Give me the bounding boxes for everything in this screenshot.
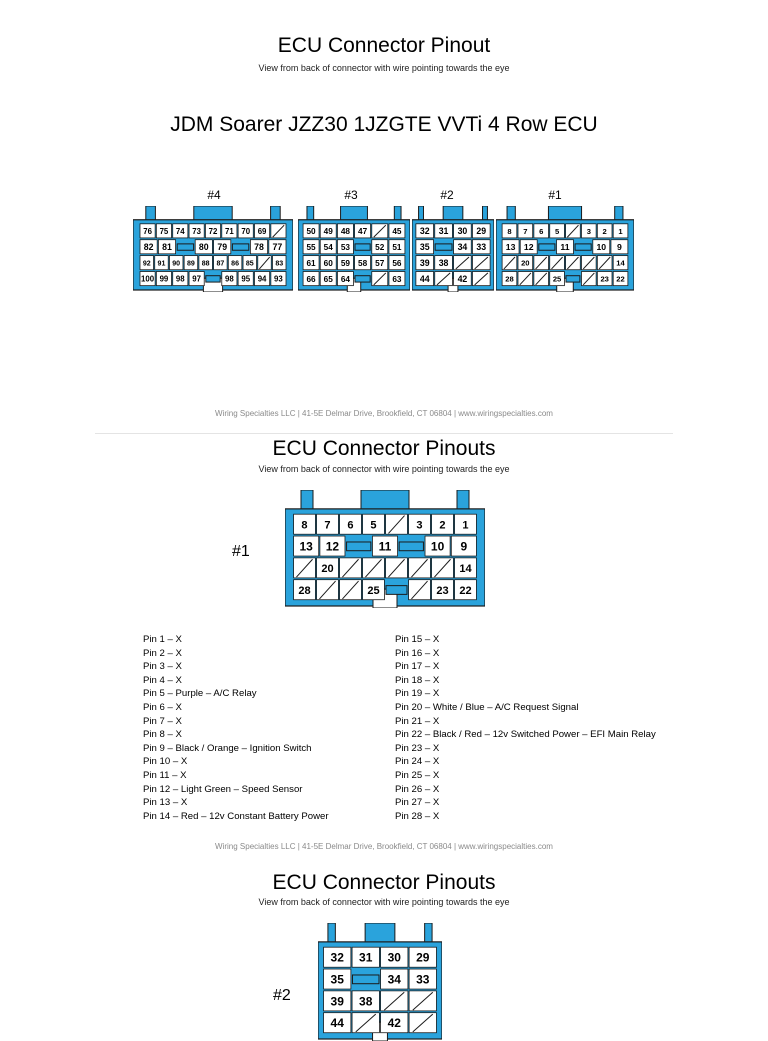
connector-label-1: #1 xyxy=(232,543,250,560)
connector-key-slot xyxy=(352,975,379,984)
pin-number: 23 xyxy=(600,274,609,284)
connector-key-slot xyxy=(355,244,370,250)
pin-number: 9 xyxy=(616,242,622,253)
pin-number: 2 xyxy=(602,226,607,236)
pin-number: 5 xyxy=(370,519,377,532)
connector-1-diagram xyxy=(496,206,634,292)
pin-number: 73 xyxy=(192,226,202,236)
connector-key-slot xyxy=(347,542,371,551)
pin-entry: Pin 1 – X xyxy=(143,634,182,645)
pin-number: 32 xyxy=(419,226,430,237)
pin-number: 38 xyxy=(359,994,373,1009)
pin-entry: Pin 7 – X xyxy=(143,715,182,727)
pin-number: 97 xyxy=(192,274,202,284)
connector-key-slot xyxy=(566,276,580,282)
pin-number: 22 xyxy=(459,584,472,597)
ecu-model-title: JDM Soarer JZZ30 1JZGTE VVTi 4 Row ECU xyxy=(170,113,598,136)
pin-list-left xyxy=(143,633,329,823)
pin-entry: Pin 18 – X xyxy=(395,674,440,686)
connector-key-slot xyxy=(232,244,248,250)
pin-number: 8 xyxy=(507,226,512,236)
connector-key-slot xyxy=(575,244,591,250)
pin-number: 33 xyxy=(476,242,487,253)
pin-entry: Pin 13 – X xyxy=(143,797,188,809)
footer: Wiring Specialties LLC | 41-5E Delmar Drive, Brookfield, CT 06804 | www.wiringspecialties.com xyxy=(215,842,553,851)
pin-number: 64 xyxy=(340,274,350,284)
pin-number: 98 xyxy=(224,274,234,284)
pin-number: 98 xyxy=(175,274,185,284)
pin-number: 12 xyxy=(325,539,340,554)
pin-number: 92 xyxy=(142,260,151,268)
pin-number: 47 xyxy=(358,227,368,237)
pin-number: 48 xyxy=(340,227,350,237)
pin-number: 59 xyxy=(340,258,350,268)
pin-number: 76 xyxy=(143,226,152,236)
pin-entry: Pin 2 – X xyxy=(143,647,182,659)
pin-number: 29 xyxy=(416,950,430,965)
connector-1-large-diagram xyxy=(285,490,485,608)
pin-entry: Pin 10 – X xyxy=(143,756,188,768)
pin-number: 91 xyxy=(157,260,166,268)
pin-number: 66 xyxy=(306,274,316,284)
pin-number: 71 xyxy=(224,226,234,236)
pin-number: 8 xyxy=(301,519,308,532)
pin-number: 31 xyxy=(359,950,373,965)
page-title: ECU Connector Pinouts xyxy=(272,871,496,894)
pin-number: 65 xyxy=(323,274,333,284)
pin-entry: Pin 20 – White / Blue – A/C Request Signal xyxy=(395,701,579,713)
pin-number: 54 xyxy=(323,242,333,252)
pin-number: 5 xyxy=(554,226,560,236)
pin-entry: Pin 24 – X xyxy=(395,756,440,768)
pin-number: 99 xyxy=(159,274,169,284)
pin-number: 1 xyxy=(462,519,469,532)
pin-number: 69 xyxy=(257,226,267,236)
pin-number: 25 xyxy=(367,584,380,597)
pin-entry: Pin 28 – X xyxy=(395,810,440,822)
connector-key-slot xyxy=(355,276,370,282)
pin-number: 14 xyxy=(459,563,472,576)
pin-number: 6 xyxy=(539,226,544,236)
pin-number: 42 xyxy=(387,1016,401,1031)
connector-key-slot xyxy=(206,276,220,282)
pin-number: 20 xyxy=(321,563,334,576)
pin-number: 75 xyxy=(159,226,169,236)
pin-number: 9 xyxy=(460,539,468,554)
pin-number: 88 xyxy=(201,260,210,268)
pin-number: 3 xyxy=(416,519,423,532)
pin-number: 34 xyxy=(387,972,401,987)
page-divider xyxy=(95,433,673,434)
pin-number: 31 xyxy=(438,226,449,237)
pin-entry: Pin 21 – X xyxy=(395,715,440,727)
pin-number: 89 xyxy=(186,260,195,268)
page-subtitle: View from back of connector with wire pointing towards the eye xyxy=(258,464,510,474)
pin-number: 94 xyxy=(257,274,267,284)
pin-number: 25 xyxy=(552,274,562,284)
pin-number: 79 xyxy=(217,242,228,253)
connector-key-slot xyxy=(435,244,452,250)
pin-number: 55 xyxy=(306,242,316,252)
pin-number: 86 xyxy=(231,260,240,268)
pin-number: 30 xyxy=(387,950,401,965)
pin-number: 77 xyxy=(272,242,283,253)
pin-number: 83 xyxy=(275,260,284,268)
connector-3-diagram xyxy=(298,206,410,292)
pin-number: 33 xyxy=(416,972,430,987)
pin-number: 78 xyxy=(254,242,264,253)
pin-entry: Pin 12 – Light Green – Speed Sensor xyxy=(143,783,303,795)
pin-number: 95 xyxy=(241,274,251,284)
pin-entry: Pin 19 – X xyxy=(395,688,440,700)
pin-number: 44 xyxy=(419,273,430,284)
pin-entry: Pin 14 – Red – 12v Constant Battery Power xyxy=(143,810,329,822)
pin-number: 35 xyxy=(419,242,430,253)
pin-number: 56 xyxy=(392,258,402,268)
pin-number: 34 xyxy=(457,242,468,253)
pin-number: 28 xyxy=(505,274,514,284)
pin-number: 53 xyxy=(340,242,350,252)
pin-number: 12 xyxy=(523,242,534,253)
pin-number: 81 xyxy=(162,242,172,253)
connector-key-slot xyxy=(386,586,407,595)
pin-number: 35 xyxy=(330,972,344,987)
footer: Wiring Specialties LLC | 41-5E Delmar Drive, Brookfield, CT 06804 | www.wiringspecialties.com xyxy=(215,409,553,418)
pin-number: 72 xyxy=(208,226,218,236)
pin-number: 93 xyxy=(274,274,283,284)
pin-number: 100 xyxy=(141,274,155,284)
pin-number: 30 xyxy=(457,226,468,237)
pin-number: 1 xyxy=(618,226,623,236)
connector-2-large-diagram xyxy=(318,923,442,1041)
pin-entry: Pin 25 – X xyxy=(395,769,440,781)
pin-entry: Pin 17 – X xyxy=(395,661,440,673)
pin-number: 49 xyxy=(323,227,333,237)
connector-label-3: #3 xyxy=(344,188,358,202)
connector-key-slot xyxy=(539,244,555,250)
pin-number: 6 xyxy=(347,519,354,532)
pin-number: 70 xyxy=(241,226,251,236)
pin-number: 63 xyxy=(392,274,402,284)
pin-number: 2 xyxy=(439,519,446,532)
pin-number: 45 xyxy=(392,227,402,237)
pin-number: 10 xyxy=(430,539,445,554)
pin-number: 29 xyxy=(476,226,487,237)
pin-entry: Pin 4 – X xyxy=(143,674,182,686)
connector-label-2: #2 xyxy=(440,188,454,202)
page-title: ECU Connector Pinouts xyxy=(272,437,496,460)
pin-number: 7 xyxy=(324,519,331,532)
connector-label-2: #2 xyxy=(273,987,291,1004)
pin-number: 39 xyxy=(419,258,430,269)
pin-number: 3 xyxy=(586,226,591,236)
pin-number: 28 xyxy=(298,584,311,597)
pin-entry: Pin 9 – Black / Orange – Ignition Switch xyxy=(143,742,312,754)
pin-number: 11 xyxy=(378,539,392,554)
pin-number: 10 xyxy=(596,242,607,253)
page-subtitle: View from back of connector with wire pointing towards the eye xyxy=(258,63,510,73)
pin-number: 90 xyxy=(172,260,181,268)
pin-entry: Pin 3 – X xyxy=(143,661,182,673)
connector-2-diagram xyxy=(412,206,494,292)
pin-entry: Pin 22 – Black / Red – 12v Switched Power – EFI Main Relay xyxy=(395,729,656,741)
connector-4-diagram xyxy=(133,206,293,292)
pin-entry: Pin 5 – Purple – A/C Relay xyxy=(143,688,257,700)
pin-number: 60 xyxy=(323,258,333,268)
pin-number: 42 xyxy=(457,273,468,284)
pin-number: 57 xyxy=(375,258,385,268)
pin-entry: Pin 27 – X xyxy=(395,797,440,809)
pin-number: 44 xyxy=(330,1016,344,1031)
pin-number: 51 xyxy=(392,242,402,252)
pin-number: 50 xyxy=(306,227,316,237)
pin-number: 11 xyxy=(560,242,570,253)
pin-number: 80 xyxy=(198,242,209,253)
pin-number: 13 xyxy=(505,242,516,253)
connector-key-slot xyxy=(399,542,423,551)
pin-entry: Pin 16 – X xyxy=(395,647,440,659)
pin-number: 32 xyxy=(330,950,344,965)
pin-entry: Pin 11 – X xyxy=(143,769,187,781)
pin-number: 87 xyxy=(216,260,225,268)
pin-entry: Pin 15 – X xyxy=(395,634,440,645)
pin-number: 14 xyxy=(616,258,625,268)
pin-number: 61 xyxy=(306,258,316,268)
pin-number: 52 xyxy=(375,242,385,252)
pin-entry: Pin 8 – X xyxy=(143,729,182,741)
pin-number: 23 xyxy=(436,584,449,597)
pin-list-right xyxy=(395,633,656,823)
pin-number: 20 xyxy=(521,258,530,268)
pin-entry: Pin 6 – X xyxy=(143,701,182,713)
pin-number: 85 xyxy=(245,260,254,268)
pin-number: 39 xyxy=(330,994,344,1009)
pin-entry: Pin 26 – X xyxy=(395,783,440,795)
pin-number: 7 xyxy=(523,226,528,236)
page-title: ECU Connector Pinout xyxy=(277,34,491,57)
pin-number: 58 xyxy=(358,258,368,268)
pin-number: 22 xyxy=(616,274,625,284)
pin-number: 38 xyxy=(438,258,449,269)
pin-number: 74 xyxy=(175,226,185,236)
connector-label-1: #1 xyxy=(548,188,562,202)
connector-label-4: #4 xyxy=(207,188,221,202)
pin-entry: Pin 23 – X xyxy=(395,742,440,754)
page-subtitle: View from back of connector with wire pointing towards the eye xyxy=(258,897,510,907)
pin-number: 13 xyxy=(299,539,313,554)
pin-number: 82 xyxy=(143,242,154,253)
connector-key-slot xyxy=(177,244,193,250)
